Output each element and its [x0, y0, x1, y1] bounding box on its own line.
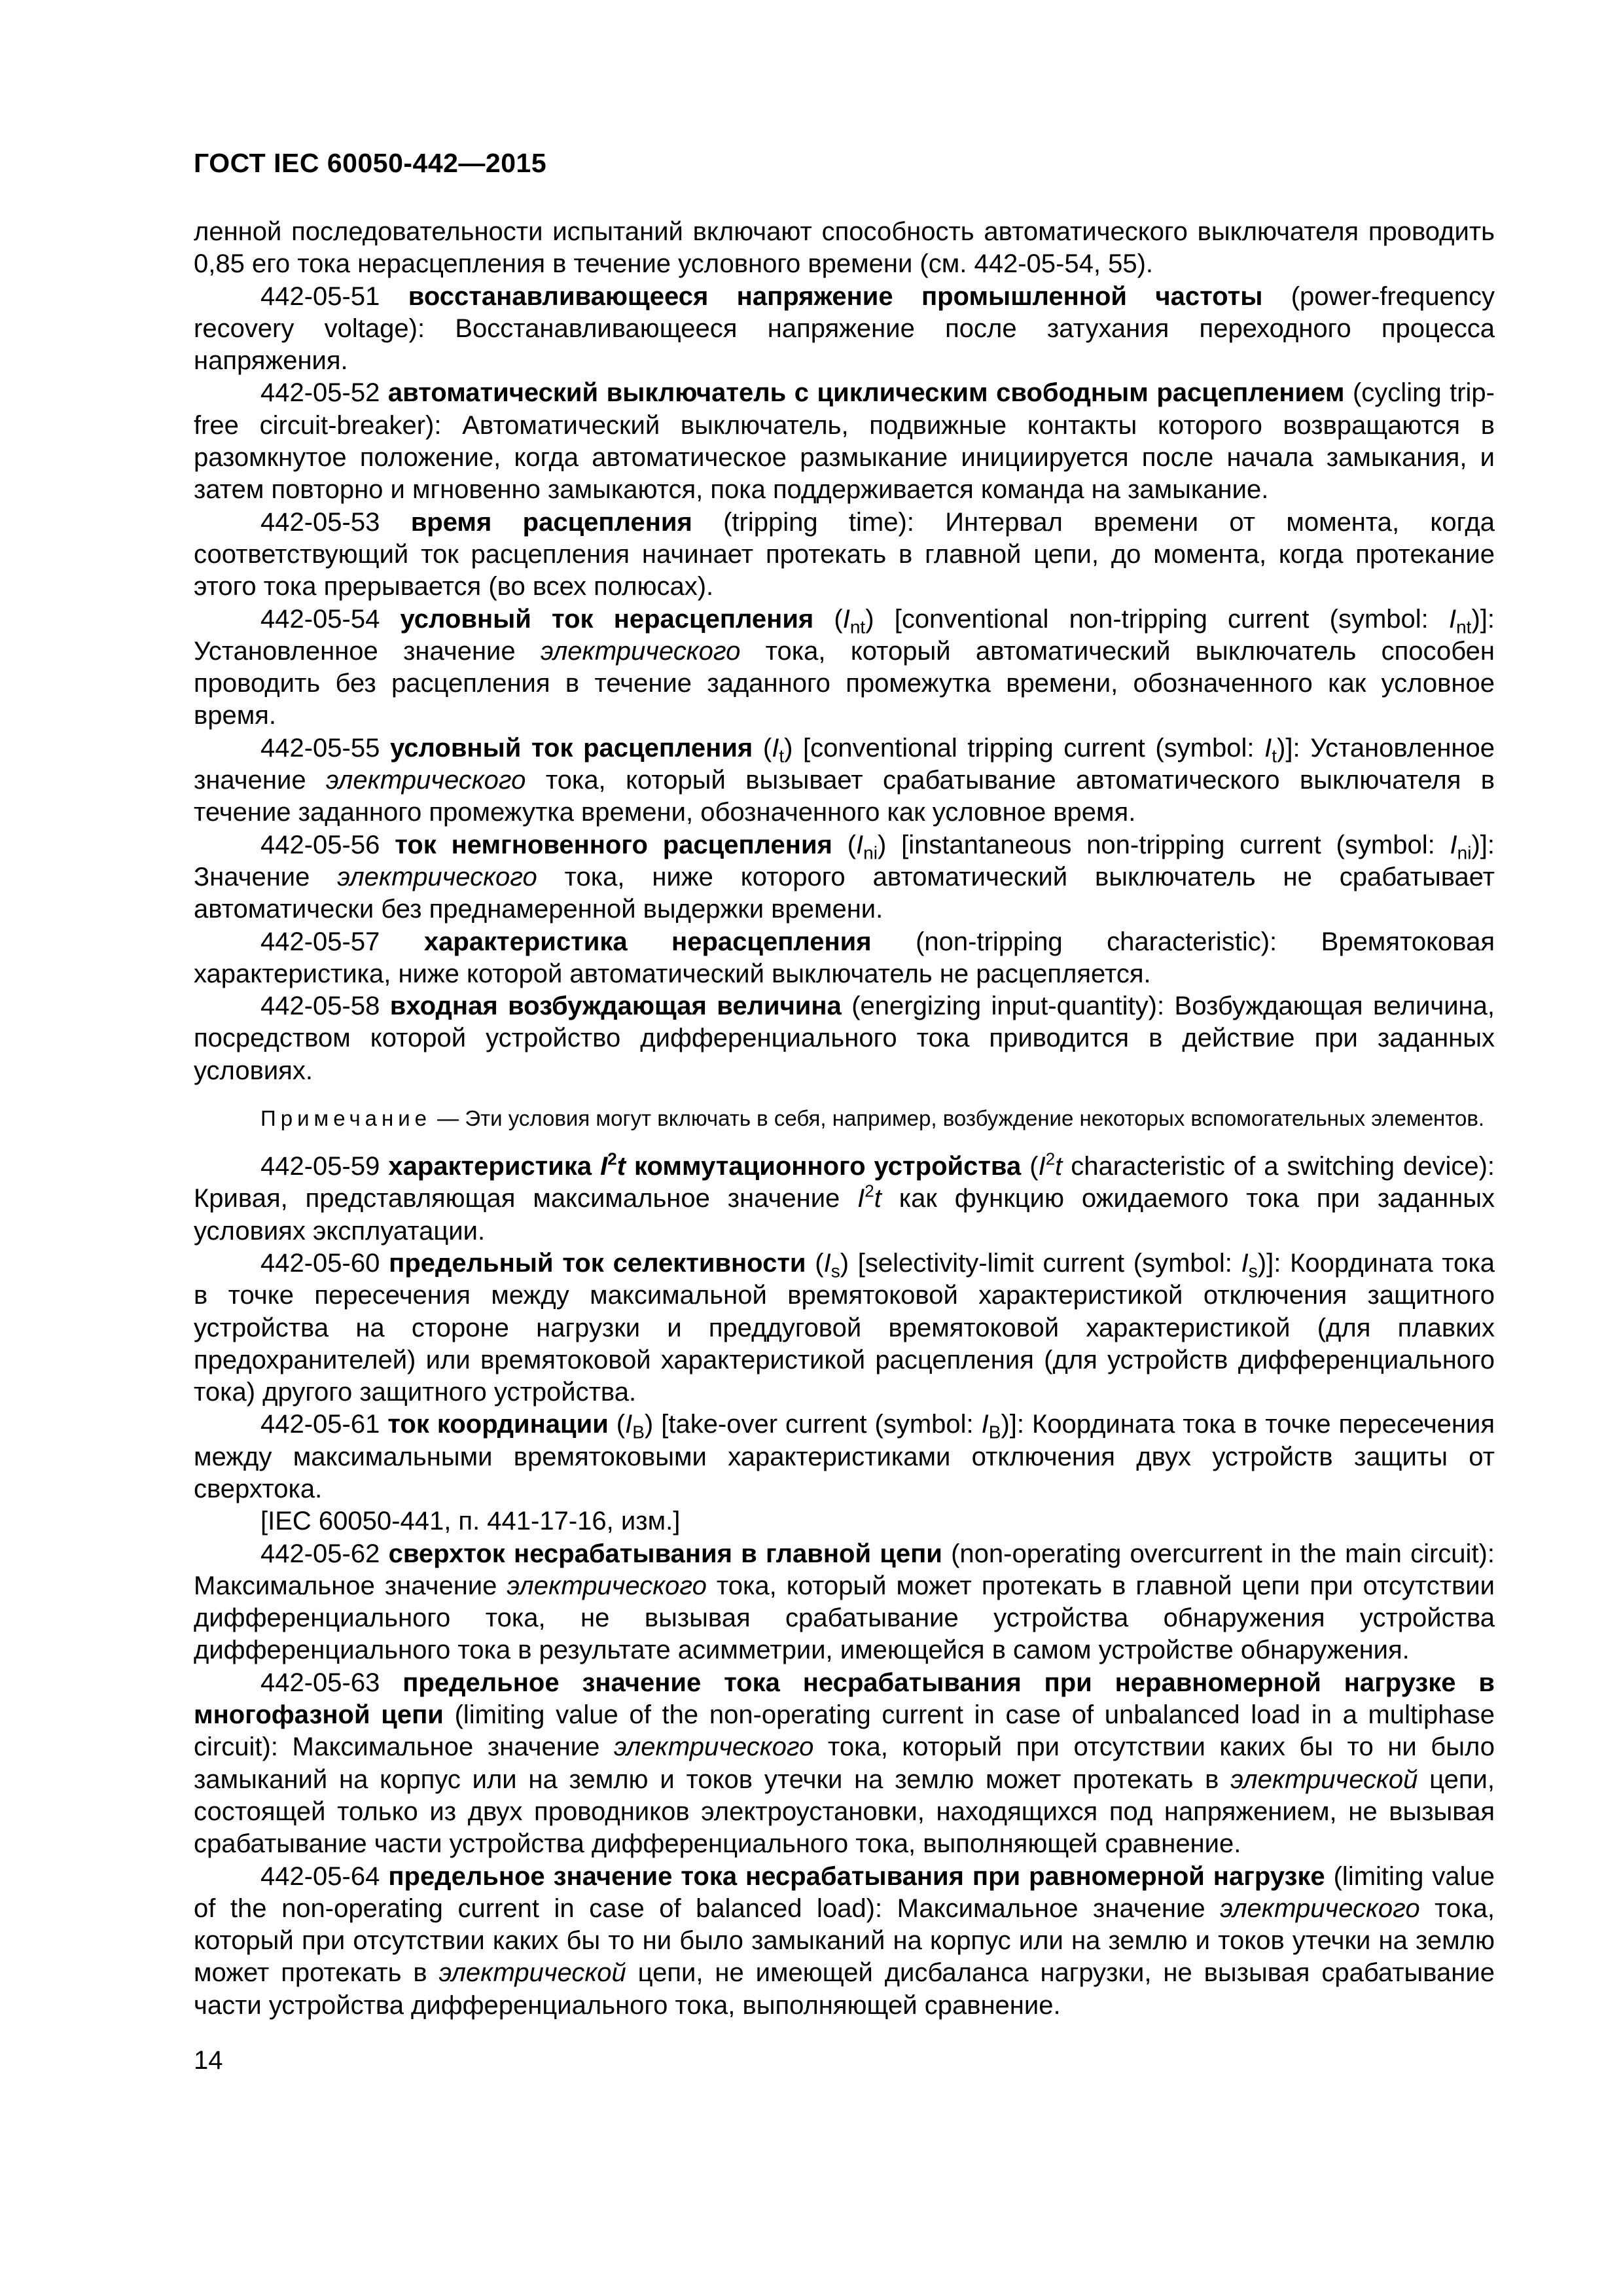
text-fragment: (: [1021, 1152, 1039, 1181]
italic-term: электрической: [438, 1958, 626, 1988]
text-fragment: тока, который вызывает срабатывание автоматического выключателя в течение заданного промежутка времени, обозначенного как условное время.: [194, 766, 1495, 827]
text-fragment: )]: Координата тока в точке пересечения между максимальной времятоковой характеристикой отключения защитного устройства на стороне нагрузки и преддуговой времятоковой характеристикой (для плавких предохранителей) или времятоковой характеристикой расцепления (для устройств дифференциального тока) другого защитного устройства.: [194, 1248, 1495, 1407]
entry-definition: (power-frequency recovery voltage): Восстанавливающееся напряжение после затухания переходного процесса напряжения.: [194, 281, 1495, 376]
entry-442-05-58: [194, 990, 1495, 1087]
italic-term: электрической: [1230, 1765, 1418, 1794]
entry-number: 442-05-61: [260, 1410, 380, 1439]
symbol: I: [981, 1410, 989, 1439]
entry-442-05-64: [194, 1861, 1495, 2022]
note-label: Примечание: [260, 1106, 432, 1131]
italic-term: электрического: [337, 862, 537, 891]
entry-442-05-54: [194, 603, 1495, 732]
symbol-subscript: t: [779, 745, 785, 766]
symbol: t: [1055, 1152, 1063, 1181]
italic-term: электрического: [325, 766, 526, 795]
italic-term: электрического: [540, 636, 741, 666]
entry-442-05-62: [194, 1538, 1495, 1667]
symbol-subscript: ni: [1457, 842, 1472, 863]
entry-442-05-52: [194, 377, 1495, 506]
symbol-subscript: nt: [1456, 616, 1472, 637]
text-fragment: ) [selectivity-limit current (symbol:: [840, 1248, 1241, 1278]
entry-definition: (cycling trip-free circuit-breaker): Автоматический выключатель, подвижные контакты которого возвращаются в разомкнутое положение, когда автоматическое размыкание инициируется после начала замыкания, и затем повторно и мгновенно замыкаются, пока поддерживается команда на замыкание.: [194, 378, 1495, 505]
text-fragment: )]: Установленное значение: [194, 604, 1495, 666]
text-fragment: (limiting value of the non-operating current in case of unbalanced load in a multiphase circuit): Максимальное значение: [194, 1700, 1495, 1762]
symbol: I: [823, 1248, 831, 1278]
symbol-superscript: 2: [1045, 1149, 1056, 1169]
symbol-superscript: 2: [865, 1181, 874, 1201]
note: [194, 1104, 1495, 1132]
symbol: I: [1448, 604, 1457, 634]
text-fragment: тока, который автоматический выключатель способен проводить без расцепления в течение заданного промежутка времени, обозначенного как условное время.: [194, 636, 1495, 730]
entry-term: время расцепления: [410, 507, 692, 537]
entry-number: 442-05-53: [260, 507, 380, 537]
entry-number: 442-05-57: [260, 927, 380, 956]
term-fragment: коммутационного устройства: [626, 1152, 1022, 1181]
entry-442-05-53: [194, 507, 1495, 603]
text-fragment: тока, ниже которого автоматический выключатель не срабатывает автоматически без преднамеренной выдержки времени.: [194, 862, 1495, 924]
symbol: t: [616, 1152, 626, 1181]
entry-442-05-61: [194, 1408, 1495, 1505]
symbol-subscript: ni: [863, 842, 878, 863]
text-fragment: цепи, не имеющей дисбаланса нагрузки, не вызывая срабатывание части устройства дифференциального тока, выполняющей сравнение.: [194, 1958, 1495, 2020]
symbol-subscript: nt: [849, 616, 866, 637]
entry-definition: (non-tripping characteristic): Времятоковая характеристика, ниже которой автоматический выключатель не расцепляется.: [194, 927, 1495, 988]
symbol-subscript: s: [830, 1261, 840, 1282]
entry-number: 442-05-55: [260, 733, 380, 762]
entry-442-05-59: [194, 1151, 1495, 1247]
text-fragment: ) [conventional non-tripping current (symbol:: [865, 604, 1449, 634]
symbol-subscript: B: [988, 1422, 1001, 1443]
italic-term: электрического: [613, 1732, 814, 1762]
symbol-superscript: 2: [607, 1149, 617, 1169]
text-fragment: (limiting value of the non-operating current in case of balanced load): Максимальное значение: [194, 1861, 1495, 1923]
entry-number: 442-05-64: [260, 1861, 380, 1891]
entry-term: условный ток расцепления: [390, 733, 753, 762]
entry-term: ток немгновенного расцепления: [395, 830, 832, 859]
text-fragment: ) [take-over current (symbol:: [644, 1410, 982, 1439]
document-body: [194, 216, 1495, 2022]
entry-442-05-57: [194, 926, 1495, 991]
symbol: I: [772, 733, 779, 762]
entry-term: условный ток нерасцепления: [400, 604, 814, 634]
document-header: ГОСТ IEC 60050-442—2015: [194, 148, 547, 178]
entry-definition: (energizing input-quantity): Возбуждающая величина, посредством которой устройство дифференциального тока приводится в действие при заданных условиях.: [194, 992, 1495, 1085]
entry-term: ток координации: [387, 1410, 609, 1439]
symbol: t: [874, 1184, 882, 1213]
symbol-subscript: s: [1248, 1261, 1258, 1282]
entry-442-05-55: [194, 732, 1495, 829]
entry-term: автоматический выключатель с циклическим свободным расцеплением: [387, 378, 1345, 408]
italic-term: электрического: [507, 1571, 707, 1600]
text-fragment: (: [608, 1410, 626, 1439]
italic-term: электрического: [1220, 1893, 1420, 1923]
symbol: I: [856, 830, 864, 859]
symbol-subscript: B: [632, 1422, 645, 1443]
text-fragment: ) [conventional tripping current (symbol:: [784, 733, 1265, 762]
entry-term: предельное значение тока несрабатывания при неравномерной нагрузке в многофазной цепи: [194, 1668, 1495, 1730]
entry-term: предельный ток селективности: [389, 1248, 806, 1278]
entry-term: входная возбуждающая величина: [389, 992, 842, 1021]
entry-number: 442-05-63: [260, 1668, 380, 1697]
symbol: I: [857, 1184, 865, 1213]
continued-paragraph: ленной последовательности испытаний включают способность автоматического выключателя проводить 0,85 его тока нерасцепления в течение условного времени (см. 442-05-54, 55).: [194, 217, 1495, 279]
text-fragment: (: [813, 604, 843, 634]
text-fragment: )]: Координата тока в точке пересечения между максимальными времятоковыми характеристиками отключения двух устройств защиты от сверхтока.: [194, 1410, 1495, 1503]
entry-number: 442-05-58: [260, 992, 380, 1021]
page-number: 14: [194, 2046, 223, 2075]
text-fragment: (: [806, 1248, 824, 1278]
symbol: I: [842, 604, 850, 634]
entry-number: 442-05-54: [260, 604, 380, 634]
symbol: I: [1038, 1152, 1046, 1181]
text-fragment: (: [753, 733, 772, 762]
text-fragment: тока, который при отсутствии каких бы то ни было замыканий на корпус или на землю и токов утечки на землю может протекать в: [194, 1732, 1495, 1794]
text-fragment: ) [instantaneous non-tripping current (symbol:: [877, 830, 1450, 859]
entry-442-05-56: [194, 829, 1495, 926]
symbol: I: [1241, 1248, 1249, 1278]
symbol-subscript: t: [1272, 745, 1277, 766]
symbol: I: [625, 1410, 633, 1439]
entry-number: 442-05-60: [260, 1248, 380, 1278]
text-fragment: )]: Установленное значение: [194, 733, 1495, 795]
symbol: I: [1264, 733, 1272, 762]
entry-number: 442-05-56: [260, 830, 380, 859]
source-reference: [IEC 60050-441, п. 441-17-16, изм.]: [260, 1507, 681, 1536]
entry-definition: (tripping time): Интервал времени от момента, когда соответствующий ток расцепления начинает протекать в главной цепи, до момента, когда протекание этого тока прерывается (во всех полюсах).: [194, 507, 1495, 601]
text-fragment: как функцию ожидаемого тока при заданных условиях эксплуатации.: [194, 1184, 1495, 1246]
entry-term: восстанавливающееся напряжение промышленной частоты: [408, 281, 1263, 311]
entry-number: 442-05-59: [260, 1152, 380, 1181]
entry-number: 442-05-52: [260, 378, 380, 408]
entry-442-05-60: [194, 1247, 1495, 1408]
entry-number: 442-05-62: [260, 1539, 380, 1568]
text-fragment: )]: Значение: [194, 830, 1495, 891]
entry-442-05-63: [194, 1667, 1495, 1861]
symbol: I: [600, 1152, 608, 1181]
entry-term: характеристика нерасцепления: [423, 927, 872, 956]
note-text: — Эти условия могут включать в себя, например, возбуждение некоторых вспомогательных элементов.: [431, 1106, 1485, 1131]
text-fragment: тока, который может протекать в главной цепи при отсутствии дифференциального тока, не вызывая срабатывание устройства обнаружения устройства дифференциального тока в результате асимметрии, имеющейся в самом устройстве обнаружения.: [194, 1571, 1495, 1665]
text-fragment: тока, который при отсутствии каких бы то ни было замыканий на корпус или на землю и токов утечки на землю может протекать в: [194, 1893, 1495, 1988]
text-fragment: цепи, состоящей только из двух проводников электроустановки, находящихся под напряжением, не вызывая срабатывание части устройства дифференциального тока, выполняющей сравнение.: [194, 1765, 1495, 1859]
term-fragment: характеристика: [388, 1152, 601, 1181]
text-fragment: (: [832, 830, 857, 859]
entry-442-05-51: [194, 281, 1495, 378]
entry-term: [388, 1149, 1022, 1181]
text-fragment: (non-operating overcurrent in the main circuit): Максимальное значение: [194, 1539, 1495, 1600]
symbol: I: [1450, 830, 1457, 859]
entry-term: предельное значение тока несрабатывания при равномерной нагрузке: [388, 1861, 1325, 1891]
entry-term: сверхток несрабатывания в главной цепи: [388, 1539, 942, 1568]
entry-number: 442-05-51: [260, 281, 380, 311]
text-fragment: characteristic of a switching device): Кривая, представляющая максимальное значение: [194, 1152, 1495, 1213]
